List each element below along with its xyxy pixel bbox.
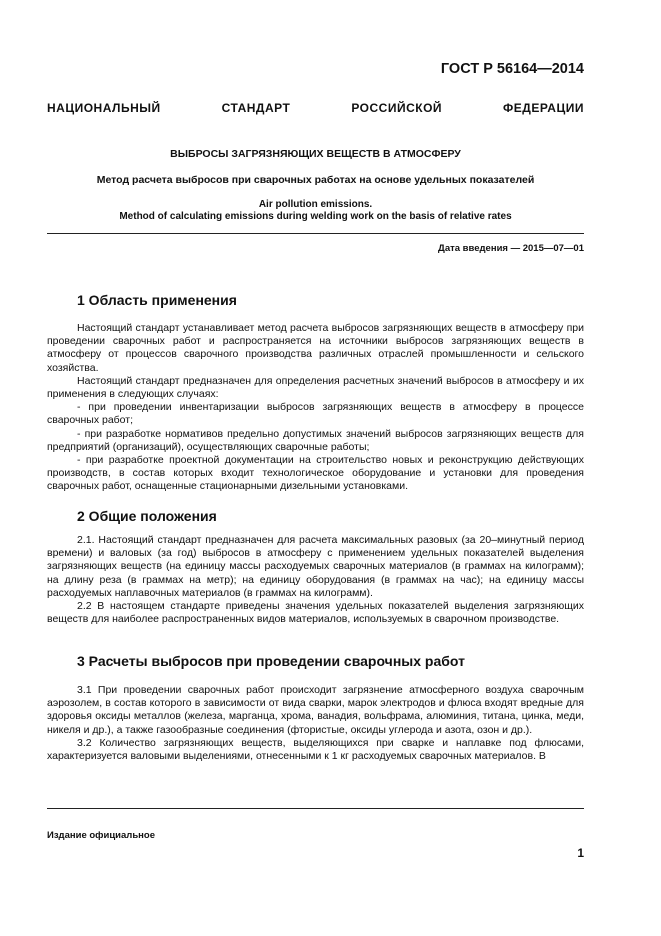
list-item: - при проведении инвентаризации выбросов загрязняющих веществ в атмосферу в процессе сварочных работ;	[47, 401, 584, 427]
section-1-heading: 1 Область применения	[77, 292, 237, 308]
paragraph: 2.1. Настоящий стандарт предназначен для расчета максимальных разовых (за 20–минутный период времени) и валовых (за год) выбросов в атмосферу с применением удельных показателей выделения загрязняющих веществ (на единицу массы расходуемых сварочных материалов (в граммах на килограмм); на длину реза (в граммах на метр); на единицу оборудования (в граммах на час); на единицу массы расходуемых наплавочных материалов (в граммах на килограмм).	[47, 534, 584, 599]
section-2-body	[47, 534, 584, 626]
document-title: ВЫБРОСЫ ЗАГРЯЗНЯЮЩИХ ВЕЩЕСТВ В АТМОСФЕРУ	[170, 148, 461, 160]
divider-rule	[47, 233, 584, 234]
national-standard-title: НАЦИОНАЛЬНЫЙ СТАНДАРТ РОССИЙСКОЙ ФЕДЕРАЦИИ	[47, 101, 584, 115]
edition-label: Издание официальное	[47, 830, 155, 841]
english-title-line-2: Method of calculating emissions during welding work on the basis of relative rates	[119, 211, 512, 222]
document-subtitle: Метод расчета выбросов при сварочных работах на основе удельных показателей	[96, 174, 535, 186]
paragraph: Настоящий стандарт предназначен для определения расчетных значений выбросов в атмосферу и их применения в следующих случаях:	[47, 374, 584, 401]
paragraph: 3.1 При проведении сварочных работ происходит загрязнение атмосферного воздуха сварочным аэрозолем, в состав которого в зависимости от вида сварки, марок электродов и флюса входят вредные для здоровья оксиды металлов (железа, марганца, хрома, ванадия, вольфрама, алюминия, титана, цинка, меди, никеля и др.), а также газообразные соединения (фтористые, оксиды углерода и азота, озон и др.).	[47, 684, 584, 736]
section-2-heading: 2 Общие положения	[77, 508, 217, 524]
english-title	[47, 199, 584, 223]
footer-divider	[47, 808, 584, 809]
section-3-body	[47, 684, 584, 763]
section-1-body	[47, 322, 584, 494]
standard-number: ГОСТ Р 56164—2014	[440, 61, 584, 77]
section-3-heading: 3 Расчеты выбросов при проведении сварочных работ	[77, 653, 465, 669]
paragraph: Настоящий стандарт устанавливает метод расчета выбросов загрязняющих веществ в атмосферу при проведении сварочных работ и распространяется на источники выбросов загрязняющих веществ в атмосферу от процессов сварочного производства различных отраслей промышленности и сельского хозяйства.	[47, 322, 584, 374]
paragraph: 3.2 Количество загрязняющих веществ, выделяющихся при сварке и наплавке под флюсами, характеризуется валовыми выделениями, отнесенными к 1 кг расходуемых сварочных материалов. В	[47, 736, 584, 763]
introduction-date: Дата введения — 2015—07—01	[438, 243, 584, 254]
english-title-line-1: Air pollution emissions.	[258, 199, 373, 210]
paragraph: 2.2 В настоящем стандарте приведены значения удельных показателей выделения загрязняющих веществ для наиболее распространенных видов материалов, используемых в сварочном производстве.	[47, 600, 584, 626]
list-item: - при разработке нормативов предельно допустимых значений выбросов загрязняющих веществ для предприятий (организаций), осуществляющих сварочные работы;	[47, 427, 584, 453]
list-item: - при разработке проектной документации на строительство новых и реконструкцию действующих производств, в состав которых входит технологическое оборудование и установки для проведения сварочных работ, оснащенные стационарными дизельными установками.	[47, 454, 584, 493]
page-number: 1	[577, 846, 584, 860]
